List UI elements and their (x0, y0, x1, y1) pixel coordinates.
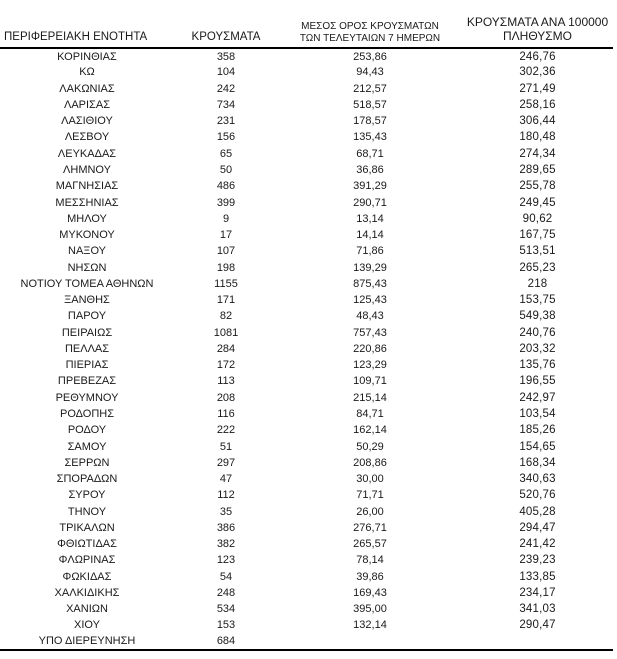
per-100k-cell: 274,34 (519, 147, 556, 160)
cases-cell: 54 (219, 570, 233, 583)
avg-7day-cell: 71,86 (356, 245, 384, 258)
table-row (0, 406, 613, 422)
table-row (0, 503, 613, 519)
cases-cell: 1081 (213, 326, 239, 339)
avg-7day-cell: 875,43 (353, 277, 387, 290)
per-100k-cell: 154,65 (519, 440, 556, 453)
table-row (0, 276, 613, 292)
column-header-per-100k-line2: ΠΛΗΘΥΣΜΟ (502, 29, 573, 44)
region-cell: ΦΘΙΩΤΙΔΑΣ (57, 538, 117, 551)
cases-cell: 198 (216, 261, 236, 274)
region-cell: ΜΕΣΣΗΝΙΑΣ (55, 196, 119, 209)
region-cell: ΧΙΟΥ (74, 619, 100, 632)
cases-cell: 208 (216, 391, 236, 404)
region-cell: ΛΑΡΙΣΑΣ (63, 98, 110, 111)
region-cell: ΦΛΩΡΙΝΑΣ (58, 554, 116, 567)
cases-cell: 123 (216, 554, 236, 567)
avg-7day-cell: 125,43 (353, 294, 387, 307)
per-100k-cell: 513,51 (519, 245, 556, 258)
cases-cell: 17 (219, 229, 233, 242)
region-cell: ΛΕΣΒΟΥ (64, 131, 110, 144)
region-cell: ΣΕΡΡΩΝ (64, 456, 110, 469)
table-row (0, 438, 613, 454)
avg-7day-cell: 220,86 (353, 342, 387, 355)
per-100k-cell: 289,65 (519, 163, 556, 176)
avg-7day-cell: 71,71 (356, 489, 384, 502)
region-cell: ΣΥΡΟΥ (68, 489, 106, 502)
region-cell: ΝΑΞΟΥ (68, 245, 106, 258)
table-row (0, 64, 613, 80)
table-body (0, 48, 613, 650)
table-row (0, 617, 613, 633)
avg-7day-cell: 162,14 (353, 424, 387, 437)
table-row (0, 243, 613, 259)
avg-7day-cell: 78,14 (356, 554, 384, 567)
table-row (0, 162, 613, 178)
column-header-7day-average-line2: ΤΩΝ ΤΕΛΕΥΤΑΙΩΝ 7 ΗΜΕΡΩΝ (299, 32, 441, 44)
per-100k-cell: 302,36 (519, 66, 556, 79)
avg-7day-cell (278, 634, 462, 650)
avg-7day-cell: 39,86 (356, 570, 384, 583)
region-cell: ΣΠΟΡΑΔΩΝ (56, 473, 118, 486)
per-100k-cell: 180,48 (519, 131, 556, 144)
avg-7day-cell: 13,14 (356, 212, 384, 225)
per-100k-cell: 239,23 (519, 554, 556, 567)
table-row (0, 227, 613, 243)
table-row (0, 471, 613, 487)
avg-7day-cell: 123,29 (353, 359, 387, 372)
column-header-per-100k (462, 0, 613, 48)
table-row (0, 259, 613, 275)
avg-7day-cell: 50,29 (356, 440, 384, 453)
table-row (0, 585, 613, 601)
table-row (0, 569, 613, 585)
per-100k-cell: 340,63 (519, 473, 556, 486)
table-row (0, 178, 613, 194)
column-header-cases: ΚΡΟΥΣΜΑΤΑ (174, 0, 278, 48)
per-100k-cell: 153,75 (519, 294, 556, 307)
cases-cell: 112 (217, 489, 235, 502)
region-cell: ΝΗΣΩΝ (67, 261, 107, 274)
per-100k-cell: 168,34 (519, 456, 556, 469)
per-100k-cell (462, 634, 613, 650)
region-cell: ΞΑΝΘΗΣ (64, 294, 110, 307)
table-row (0, 455, 613, 471)
header-row (0, 0, 613, 48)
cases-cell: 153 (216, 619, 236, 632)
cases-cell: 534 (216, 603, 236, 616)
per-100k-cell: 258,16 (519, 98, 556, 111)
avg-7day-cell: 253,86 (353, 50, 387, 63)
per-100k-cell: 218 (527, 277, 548, 290)
per-100k-cell: 103,54 (519, 407, 556, 420)
cases-cell: 116 (217, 407, 235, 420)
cases-cell: 9 (222, 212, 230, 225)
region-cell: ΛΗΜΝΟΥ (63, 163, 111, 176)
table-row (0, 48, 613, 64)
cases-cell: 248 (216, 586, 236, 599)
avg-7day-cell: 48,43 (356, 310, 384, 323)
table-header (0, 0, 613, 48)
avg-7day-cell: 109,71 (353, 375, 387, 388)
column-header-7day-average (278, 0, 462, 48)
per-100k-cell: 203,32 (519, 342, 556, 355)
avg-7day-cell: 36,86 (356, 163, 384, 176)
cases-cell: 231 (216, 115, 236, 128)
avg-7day-cell: 139,29 (353, 261, 387, 274)
table-row (0, 292, 613, 308)
cases-cell: 284 (216, 342, 236, 355)
region-cell: ΛΑΣΙΘΙΟΥ (61, 115, 113, 128)
table-row (0, 194, 613, 210)
avg-7day-cell: 391,29 (353, 180, 387, 193)
region-cell: ΠΑΡΟΥ (67, 310, 107, 323)
cases-cell: 734 (216, 98, 236, 111)
avg-7day-cell: 395,00 (353, 603, 387, 616)
region-cell: ΜΗΛΟΥ (67, 212, 107, 225)
cases-cell: 382 (216, 538, 236, 551)
per-100k-cell: 249,45 (519, 196, 556, 209)
table-row (0, 308, 613, 324)
avg-7day-cell: 68,71 (356, 147, 384, 160)
per-100k-cell: 290,47 (519, 619, 556, 632)
cases-cell: 684 (216, 635, 236, 648)
per-100k-cell: 405,28 (519, 505, 556, 518)
avg-7day-cell: 84,71 (356, 407, 384, 420)
cases-cell: 50 (219, 163, 233, 176)
per-100k-cell: 549,38 (519, 310, 556, 323)
per-100k-cell: 234,17 (519, 586, 556, 599)
cases-cell: 222 (216, 424, 236, 437)
per-100k-cell: 241,42 (519, 538, 556, 551)
cases-cell: 104 (216, 66, 236, 79)
region-cell: ΡΕΘΥΜΝΟΥ (55, 391, 119, 404)
table-row (0, 390, 613, 406)
per-100k-cell: 135,76 (519, 359, 556, 372)
cases-cell: 399 (216, 196, 236, 209)
region-cell: ΠΙΕΡΙΑΣ (65, 359, 109, 372)
per-100k-cell: 265,23 (519, 261, 556, 274)
per-100k-cell: 242,97 (519, 391, 556, 404)
region-cell: ΝΟΤΙΟΥ ΤΟΜΕΑ ΑΘΗΝΩΝ (20, 277, 154, 290)
avg-7day-cell: 178,57 (353, 115, 387, 128)
table-row (0, 357, 613, 373)
region-cell: ΡΟΔΟΠΗΣ (59, 407, 115, 420)
column-header-region: ΠΕΡΙΦΕΡΕΙΑΚΗ ΕΝΟΤΗΤΑ (0, 0, 174, 48)
avg-7day-cell: 276,71 (353, 521, 387, 534)
region-cell: ΛΑΚΩΝΙΑΣ (59, 82, 115, 95)
cases-cell: 35 (219, 505, 233, 518)
avg-7day-cell: 208,86 (353, 456, 387, 469)
table-row (0, 373, 613, 389)
cases-cell: 47 (219, 473, 233, 486)
avg-7day-cell: 265,57 (353, 538, 387, 551)
table-row (0, 536, 613, 552)
region-cell: ΧΑΛΚΙΔΙΚΗΣ (54, 586, 120, 599)
cases-cell: 171 (216, 294, 236, 307)
region-cell: ΤΡΙΚΑΛΩΝ (59, 521, 115, 534)
avg-7day-cell: 135,43 (353, 131, 387, 144)
region-cell: ΜΥΚΟΝΟΥ (59, 229, 115, 242)
cases-cell: 242 (216, 82, 236, 95)
region-cell: ΚΟΡΙΝΘΙΑΣ (57, 50, 117, 63)
avg-7day-cell: 169,43 (353, 586, 387, 599)
avg-7day-cell: 212,57 (353, 82, 387, 95)
avg-7day-cell: 26,00 (356, 505, 384, 518)
avg-7day-cell: 30,00 (356, 473, 384, 486)
table-row (0, 520, 613, 536)
avg-7day-cell: 94,43 (356, 66, 384, 79)
cases-cell: 82 (219, 310, 233, 323)
region-cell: ΦΩΚΙΔΑΣ (62, 570, 112, 583)
per-100k-cell: 341,03 (519, 603, 556, 616)
region-cell: ΥΠΟ ΔΙΕΡΕΥΝΗΣΗ (38, 635, 136, 648)
cases-cell: 156 (216, 131, 236, 144)
avg-7day-cell: 132,14 (353, 619, 387, 632)
avg-7day-cell: 757,43 (353, 326, 387, 339)
table-row (0, 113, 613, 129)
region-cell: ΣΑΜΟΥ (67, 440, 107, 453)
region-cell: ΠΕΙΡΑΙΩΣ (61, 326, 113, 339)
per-100k-cell: 167,75 (519, 229, 556, 242)
table-row (0, 325, 613, 341)
cases-cell: 107 (216, 245, 236, 258)
per-100k-cell: 306,44 (519, 115, 556, 128)
region-cell: ΠΕΛΛΑΣ (64, 342, 110, 355)
avg-7day-cell: 215,14 (353, 391, 387, 404)
table-row (0, 97, 613, 113)
table-row (0, 129, 613, 145)
table-row (0, 81, 613, 97)
region-cell: ΤΗΝΟΥ (67, 505, 107, 518)
per-100k-cell: 520,76 (519, 489, 556, 502)
per-100k-cell: 240,76 (519, 326, 556, 339)
per-100k-cell: 90,62 (522, 212, 553, 225)
per-100k-cell: 271,49 (519, 82, 556, 95)
cases-cell: 172 (216, 359, 236, 372)
table-row (0, 634, 613, 650)
cases-cell: 297 (216, 456, 236, 469)
table-row (0, 341, 613, 357)
per-100k-cell: 294,47 (519, 521, 556, 534)
table-row (0, 552, 613, 568)
region-cell: ΚΩ (79, 66, 95, 79)
avg-7day-cell: 518,57 (353, 98, 387, 111)
per-100k-cell: 246,76 (519, 50, 556, 63)
per-100k-cell: 196,55 (519, 375, 556, 388)
table-row (0, 211, 613, 227)
region-cell: ΛΕΥΚΑΔΑΣ (57, 147, 117, 160)
table-row (0, 146, 613, 162)
cases-cell: 386 (216, 521, 236, 534)
cases-cell: 486 (216, 180, 236, 193)
per-100k-cell: 255,78 (519, 180, 556, 193)
column-header-per-100k-line1: ΚΡΟΥΣΜΑΤΑ ΑΝΑ 100000 (466, 15, 609, 30)
cases-cell: 358 (216, 50, 236, 63)
cases-cell: 65 (219, 147, 233, 160)
column-header-7day-average-line1: ΜΕΣΟΣ ΟΡΟΣ ΚΡΟΥΣΜΑΤΩΝ (301, 21, 439, 32)
region-cell: ΡΟΔΟΥ (67, 424, 107, 437)
cases-cell: 113 (217, 375, 235, 388)
table-row (0, 487, 613, 503)
avg-7day-cell: 14,14 (356, 229, 384, 242)
table-row (0, 422, 613, 438)
per-100k-cell: 185,26 (519, 424, 556, 437)
per-100k-cell: 133,85 (519, 570, 556, 583)
cases-cell: 51 (219, 440, 233, 453)
region-cell: ΧΑΝΙΩΝ (66, 603, 108, 616)
cases-cell: 1155 (214, 277, 238, 290)
region-cell: ΜΑΓΝΗΣΙΑΣ (55, 180, 119, 193)
table-row (0, 601, 613, 617)
region-cell: ΠΡΕΒΕΖΑΣ (57, 375, 117, 388)
avg-7day-cell: 290,71 (353, 196, 387, 209)
